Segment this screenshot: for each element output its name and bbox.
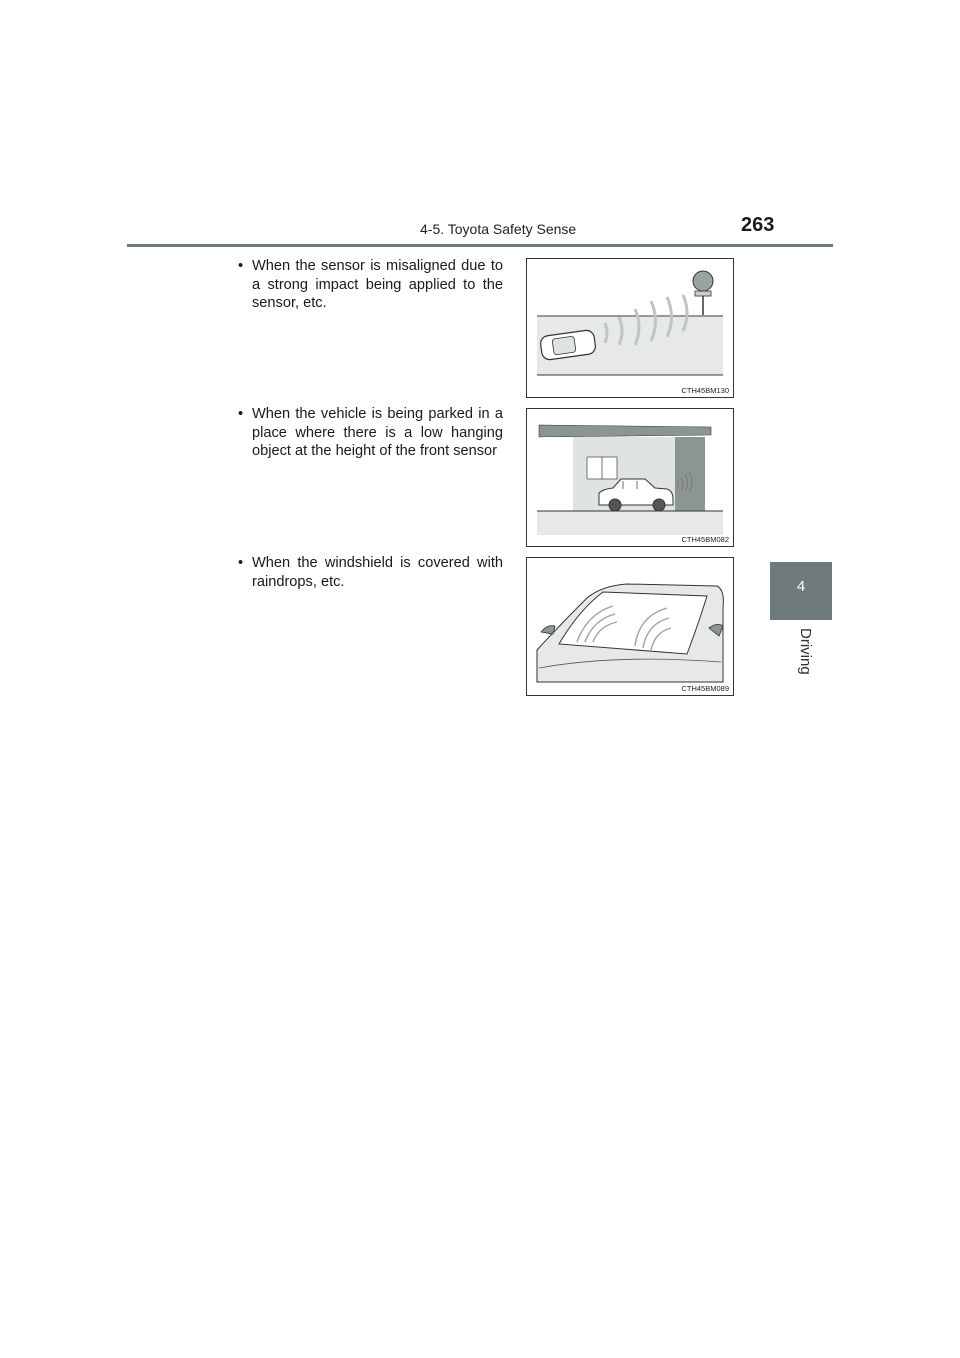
- bullet-line: raindrops, etc.: [252, 573, 345, 590]
- figure-misaligned-sensor: [526, 258, 734, 398]
- carport-low-hanging-object-illustration: [527, 409, 733, 546]
- page-number: 263: [741, 214, 775, 236]
- header-rule: [127, 244, 833, 247]
- bullet-item-3: [238, 554, 503, 591]
- chapter-label: Driving: [797, 628, 814, 675]
- figure-code: CTH45BM089: [681, 684, 729, 693]
- misaligned-radar-sensor-illustration: [527, 259, 733, 397]
- bullet-line: • When the sensor is misaligned due to: [238, 258, 503, 274]
- figure-code: CTH45BM082: [681, 535, 729, 544]
- bullet-item-2: [238, 405, 503, 461]
- bullet-line: place where there is a low hanging: [252, 424, 503, 441]
- figure-low-hanging-object: [526, 408, 734, 547]
- bullet-line: • When the windshield is covered with: [238, 555, 503, 571]
- bullet-line: sensor, etc.: [252, 295, 327, 311]
- chapter-number: 4: [796, 578, 806, 595]
- figure-windshield-raindrops: [526, 557, 734, 696]
- bullet-line: • When the vehicle is being parked in a: [238, 406, 503, 422]
- bullet-dot: •: [238, 406, 244, 422]
- bullet-line: a strong impact being applied to the: [252, 276, 503, 293]
- bullet-dot: •: [238, 555, 244, 571]
- figure-code: CTH45BM130: [681, 386, 729, 395]
- bullet-item-1: [238, 257, 503, 313]
- header-section-title: 4-5. Toyota Safety Sense: [420, 221, 577, 237]
- bullet-dot: •: [238, 258, 244, 274]
- bullet-line: object at the height of the front sensor: [252, 443, 498, 459]
- chapter-tab: [770, 562, 832, 620]
- windshield-raindrops-illustration: [527, 558, 733, 695]
